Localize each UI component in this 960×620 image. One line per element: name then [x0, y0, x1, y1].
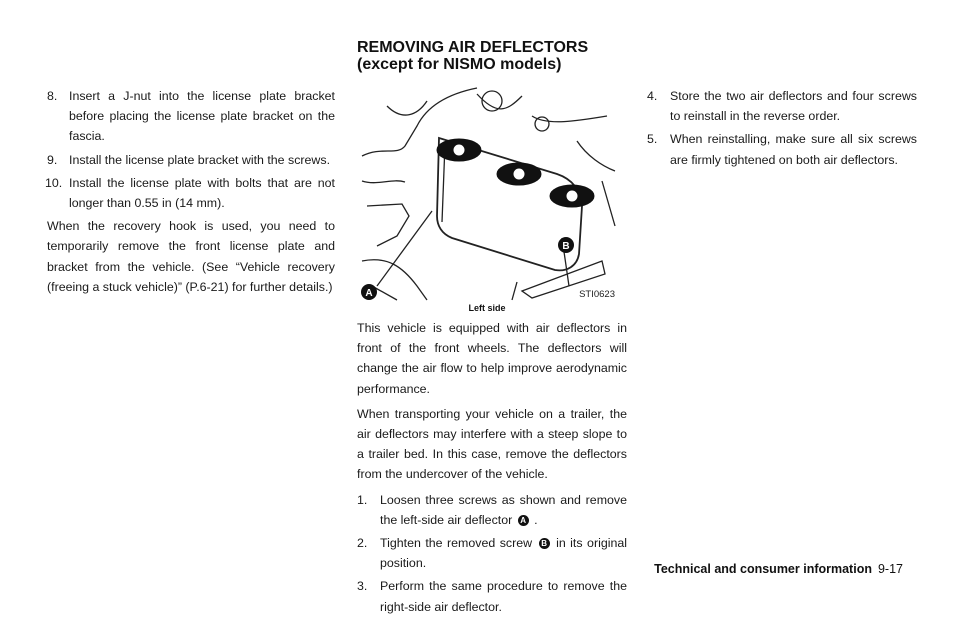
step-2	[357, 533, 627, 573]
step-4	[647, 86, 917, 126]
step-text: When reinstalling, make sure all six screws are firmly tightened on both air deflectors.	[670, 132, 917, 167]
step-1	[357, 490, 627, 530]
page-footer	[654, 562, 903, 576]
step-number: 9.	[47, 152, 58, 167]
air-deflector-figure	[357, 86, 617, 302]
step-number: 2.	[357, 536, 368, 551]
step-text: Install the license plate with bolts that are not longer than 0.55 in (14 mm).	[69, 175, 335, 211]
step-number: 10.	[45, 175, 63, 190]
callout-a-label: A	[365, 288, 373, 299]
page-number: 9-17	[877, 562, 903, 576]
step-text: Store the two air deflectors and four screws to reinstall in the reverse order.	[670, 89, 917, 124]
intro-paragraph: This vehicle is equipped with air deflectors in front of the front wheels. The deflectors will change the air flow to help improve aerodynamic performance.	[357, 321, 627, 396]
step-text: Install the license plate bracket with the screws.	[69, 152, 331, 167]
step-text-main: Loosen three screws as shown and remove the left-side air deflector	[380, 492, 627, 527]
left-column	[47, 86, 335, 302]
marker-b-icon: B	[539, 538, 550, 549]
step-text-end: in its original position.	[380, 536, 627, 571]
callout-b-label: B	[562, 241, 570, 252]
trailer-paragraph: When transporting your vehicle on a trailer, the air deflectors may interfere with a steep slope to a trailer bed. In this case, remove the deflectors from the undercover of the vehicle.	[357, 406, 627, 482]
marker-a-icon: A	[518, 515, 529, 526]
right-column	[647, 86, 917, 173]
step-10	[47, 173, 335, 213]
step-number: 5.	[647, 132, 658, 147]
step-text: Perform the same procedure to remove the right-side air deflector.	[380, 579, 627, 614]
step-text-end: .	[534, 512, 538, 527]
step-text: Insert a J-nut into the license plate bracket before placing the license plate bracket on the fascia.	[69, 89, 335, 144]
step-number: 1.	[357, 492, 368, 507]
section-heading	[357, 39, 588, 73]
figure-code: STI0623	[579, 289, 615, 300]
recovery-hook-note: When the recovery hook is used, you need to temporarily remove the front license plate and bracket from the vehicle. (See “Vehicle recovery (freeing a stuck vehicle)” (P.6-21) for further details.)	[47, 219, 335, 294]
step-text-main: Tighten the removed screw	[380, 536, 533, 551]
step-5	[647, 129, 917, 169]
step-text	[380, 533, 627, 573]
heading-line-1: REMOVING AIR DEFLECTORS	[357, 39, 589, 56]
figure-caption: Left side	[468, 303, 506, 313]
step-number: 3.	[357, 579, 368, 594]
step-number: 8.	[47, 89, 58, 103]
step-9	[47, 150, 335, 170]
step-number: 4.	[647, 89, 658, 103]
footer-section-title: Technical and consumer information	[654, 562, 872, 576]
step-8	[47, 86, 335, 147]
heading-line-2: (except for NISMO models)	[357, 56, 562, 73]
step-text	[380, 490, 627, 530]
air-deflector-illustration	[357, 86, 617, 302]
middle-column	[357, 318, 627, 620]
